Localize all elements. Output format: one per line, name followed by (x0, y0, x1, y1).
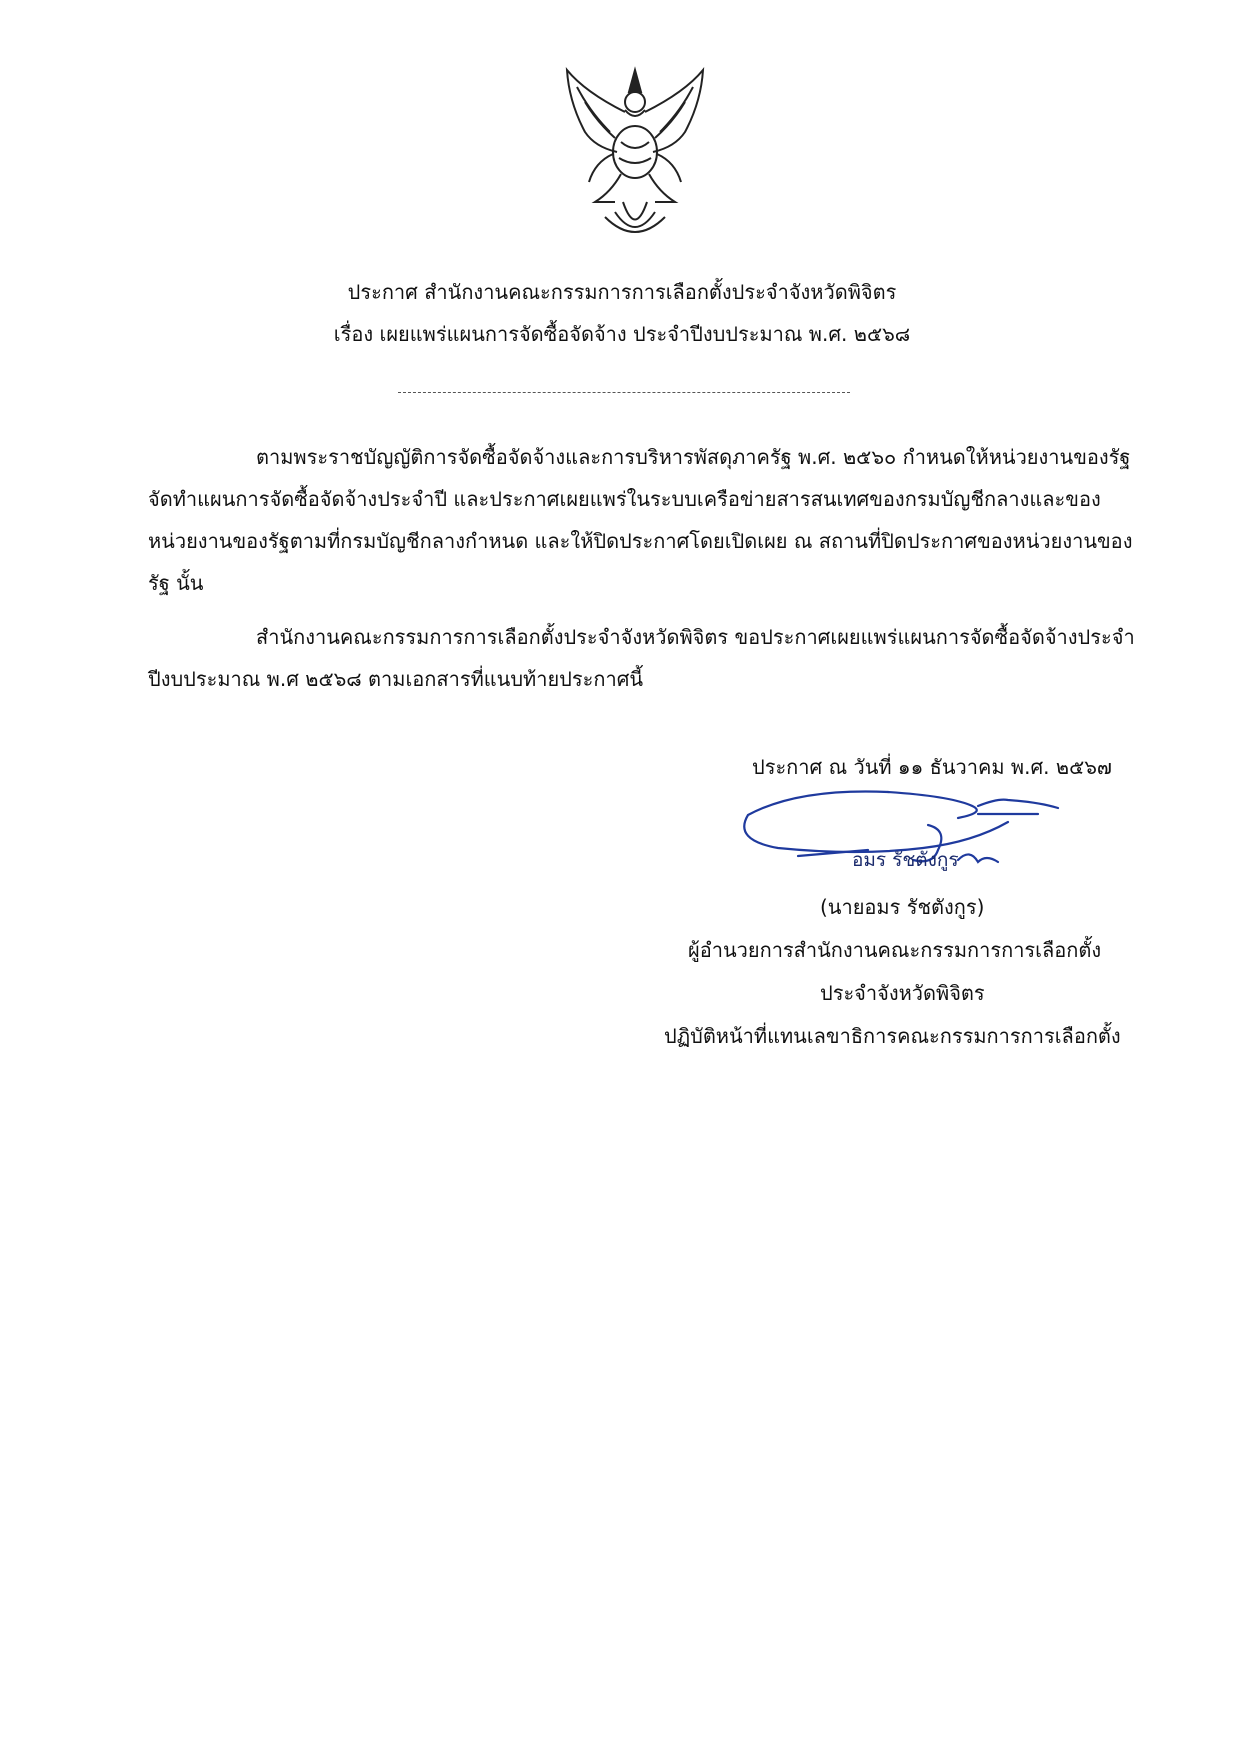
garuda-emblem-icon (555, 62, 715, 242)
signatory-position-line-3: ปฏิบัติหน้าที่แทนเลขาธิการคณะกรรมการการเลือกตั้ง (664, 1024, 1121, 1048)
dashed-divider (398, 392, 850, 393)
signatory-position-line-2: ประจำจังหวัดพิจิตร (820, 981, 985, 1005)
body-paragraph-1: ตามพระราชบัญญัติการจัดซื้อจัดจ้างและการบริหารพัสดุภาครัฐ พ.ศ. ๒๕๖๐ กำหนดให้หน่วยงานของรัฐจัดทำแผนการจัดซื้อจัดจ้างประจำปี และประกาศเผยแพร่ในระบบเครือข่ายสารสนเทศของกรมบัญชีกลางและของหน่วยงานของรัฐตามที่กรมบัญชีกลางกำหนด และให้ปิดประกาศโดยเปิดเผย ณ สถานที่ปิดประกาศของหน่วยงานของรัฐ นั้น (148, 445, 1133, 595)
signed-name: อมร รัชตังกูร (852, 849, 959, 871)
signatory-position-line-1: ผู้อำนวยการสำนักงานคณะกรรมการการเลือกตั้ง (688, 938, 1102, 962)
announcement-date: ประกาศ ณ วันที่ ๑๑ ธันวาคม พ.ศ. ๒๕๖๗ (752, 755, 1112, 779)
body-paragraph-2: สำนักงานคณะกรรมการการเลือกตั้งประจำจังหวัดพิจิตร ขอประกาศเผยแพร่แผนการจัดซื้อจัดจ้างประจำปีงบประมาณ พ.ศ ๒๕๖๘ ตามเอกสารที่แนบท้ายประกาศนี้ (148, 625, 1135, 691)
announcement-subject: เรื่อง เผยแพร่แผนการจัดซื้อจัดจ้าง ประจำปีงบประมาณ พ.ศ. ๒๕๖๘ (333, 322, 911, 346)
signatory-full-name: (นายอมร รัชตังกูร) (820, 895, 985, 919)
announcement-title: ประกาศ สำนักงานคณะกรรมการการเลือกตั้งประจำจังหวัดพิจิตร (347, 280, 897, 304)
